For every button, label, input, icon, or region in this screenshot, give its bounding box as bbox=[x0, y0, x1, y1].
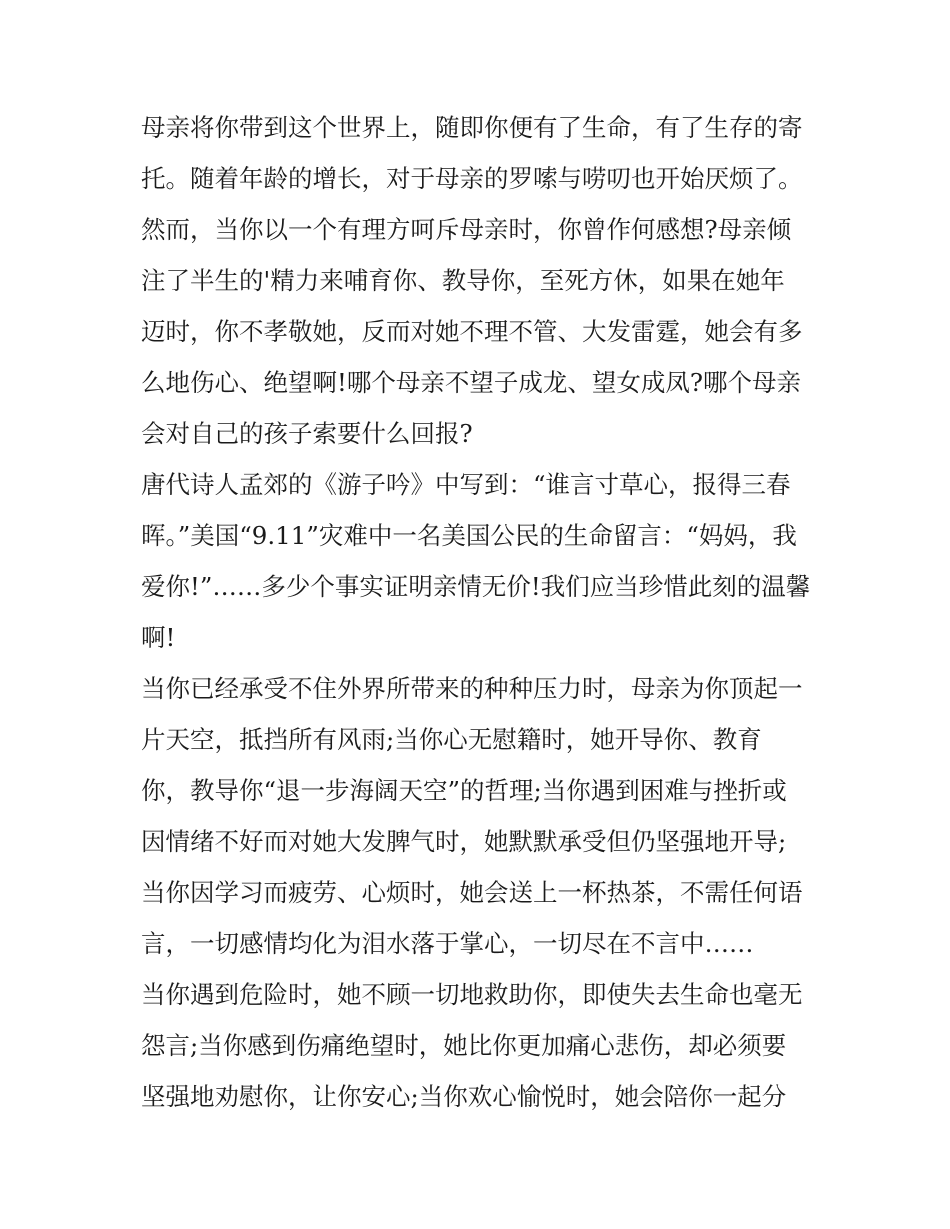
text-line: 么地伤心、绝望啊!哪个母亲不望子成龙、望女成凤?哪个母亲 bbox=[141, 368, 801, 397]
text-line: 唐代诗人孟郊的《游子吟》中写到：“谁言寸草心，报得三春 bbox=[141, 470, 791, 499]
text-line: 母亲将你带到这个世界上，随即你便有了生命，有了生存的寄 bbox=[141, 113, 803, 142]
text-line: 迈时，你不孝敬她，反而对她不理不管、大发雷霆，她会有多 bbox=[141, 317, 803, 346]
text-line: 坚强地劝慰你，让你安心;当你欢心愉悦时，她会陪你一起分 bbox=[141, 1082, 787, 1111]
text-line: 啊! bbox=[141, 623, 176, 652]
text-line: 因情绪不好而对她大发脾气时，她默默承受但仍坚强地开导; bbox=[141, 827, 787, 856]
text-line: 当你已经承受不住外界所带来的种种压力时，母亲为你顶起一 bbox=[141, 674, 803, 703]
text-line: 当你遇到危险时，她不顾一切地救助你，即使失去生命也毫无 bbox=[141, 980, 803, 1009]
text-line: 注了半生的'精力来哺育你、教导你，至死方休，如果在她年 bbox=[141, 266, 785, 295]
text-line: 当你因学习而疲劳、心烦时，她会送上一杯热茶，不需任何语 bbox=[141, 878, 803, 907]
text-line: 爱你!”……多少个事实证明亲情无价!我们应当珍惜此刻的温馨 bbox=[141, 572, 811, 601]
text-line: 托。随着年龄的增长，对于母亲的罗嗦与唠叨也开始厌烦了。 bbox=[141, 164, 803, 193]
text-line: 然而，当你以一个有理方呵斥母亲时，你曾作何感想?母亲倾 bbox=[141, 215, 792, 244]
text-line: 会对自己的孩子索要什么回报? bbox=[141, 419, 473, 448]
text-line: 晖。”美国“9.11”灾难中一名美国公民的生命留言：“妈妈，我 bbox=[141, 521, 797, 550]
text-line: 怨言;当你感到伤痛绝望时，她比你更加痛心悲伤，却必须要 bbox=[141, 1031, 787, 1060]
text-line: 你，教导你“退一步海阔天空”的哲理;当你遇到困难与挫折或 bbox=[141, 776, 787, 805]
text-line: 片天空，抵挡所有风雨;当你心无慰籍时，她开导你、教育 bbox=[141, 725, 762, 754]
text-line: 言，一切感情均化为泪水落于掌心，一切尽在不言中…… bbox=[141, 929, 754, 958]
